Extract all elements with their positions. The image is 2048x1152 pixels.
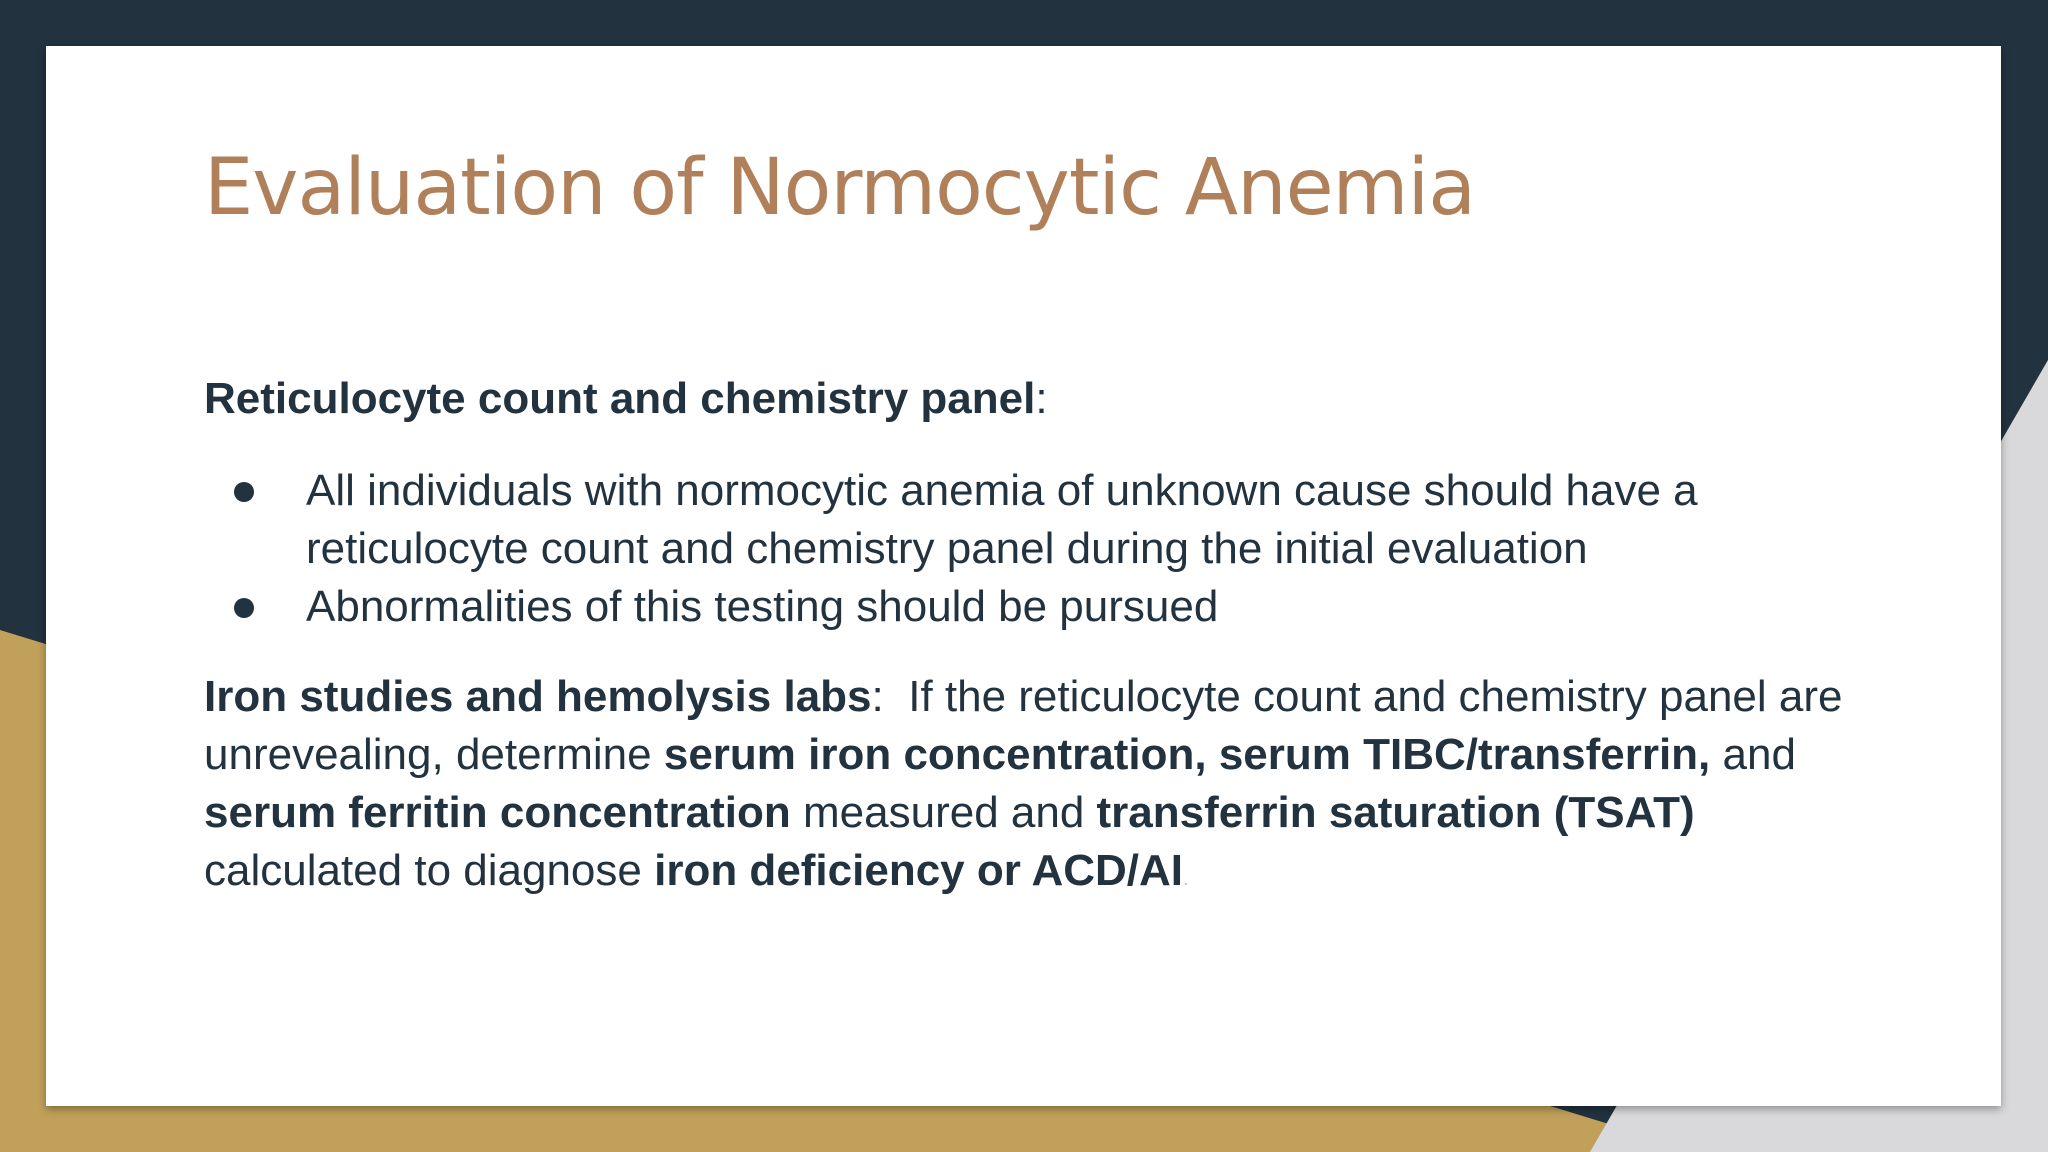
paragraph-text: If the reticulocyte count and chemistry panel are unrevealing, determine bbox=[204, 672, 1855, 779]
paragraph-text: and bbox=[1710, 730, 1809, 779]
bullet-dot-icon bbox=[234, 482, 254, 502]
paragraph-period: . bbox=[1183, 868, 1189, 890]
bullet-dot-icon bbox=[234, 598, 254, 618]
paragraph-text: measured and bbox=[790, 788, 1097, 837]
paragraph-bold-text: iron deficiency or ACD/AI bbox=[654, 846, 1184, 895]
iron-studies-paragraph bbox=[204, 668, 1864, 908]
paragraph-text: calculated to diagnose bbox=[204, 788, 1707, 895]
section-heading-reticulocyte bbox=[204, 370, 1864, 428]
list-item bbox=[204, 578, 1864, 636]
list-item bbox=[204, 462, 1864, 578]
bullet-list bbox=[204, 462, 1864, 636]
section-heading-colon: : bbox=[1035, 374, 1048, 423]
slide-title: Evaluation of Normocytic Anemia bbox=[204, 143, 1476, 233]
paragraph-bold-text: transferrin saturation (TSAT) bbox=[1096, 788, 1695, 837]
paragraph-bold-text: serum iron concentration, serum TIBC/transferrin, bbox=[663, 730, 1711, 779]
paragraph-bold-text: serum ferritin concentration bbox=[204, 788, 791, 837]
bullet-text: Abnormalities of this testing should be pursued bbox=[306, 582, 1219, 631]
bullet-text: All individuals with normocytic anemia of unknown cause should have a reticulocyte count and chemistry panel during the initial evaluation bbox=[306, 466, 1698, 573]
slide-body bbox=[204, 370, 1864, 908]
section-heading-colon: : bbox=[871, 672, 884, 721]
section-heading-text: Reticulocyte count and chemistry panel bbox=[204, 374, 1036, 423]
section-heading-iron-studies: Iron studies and hemolysis labs bbox=[204, 672, 872, 721]
